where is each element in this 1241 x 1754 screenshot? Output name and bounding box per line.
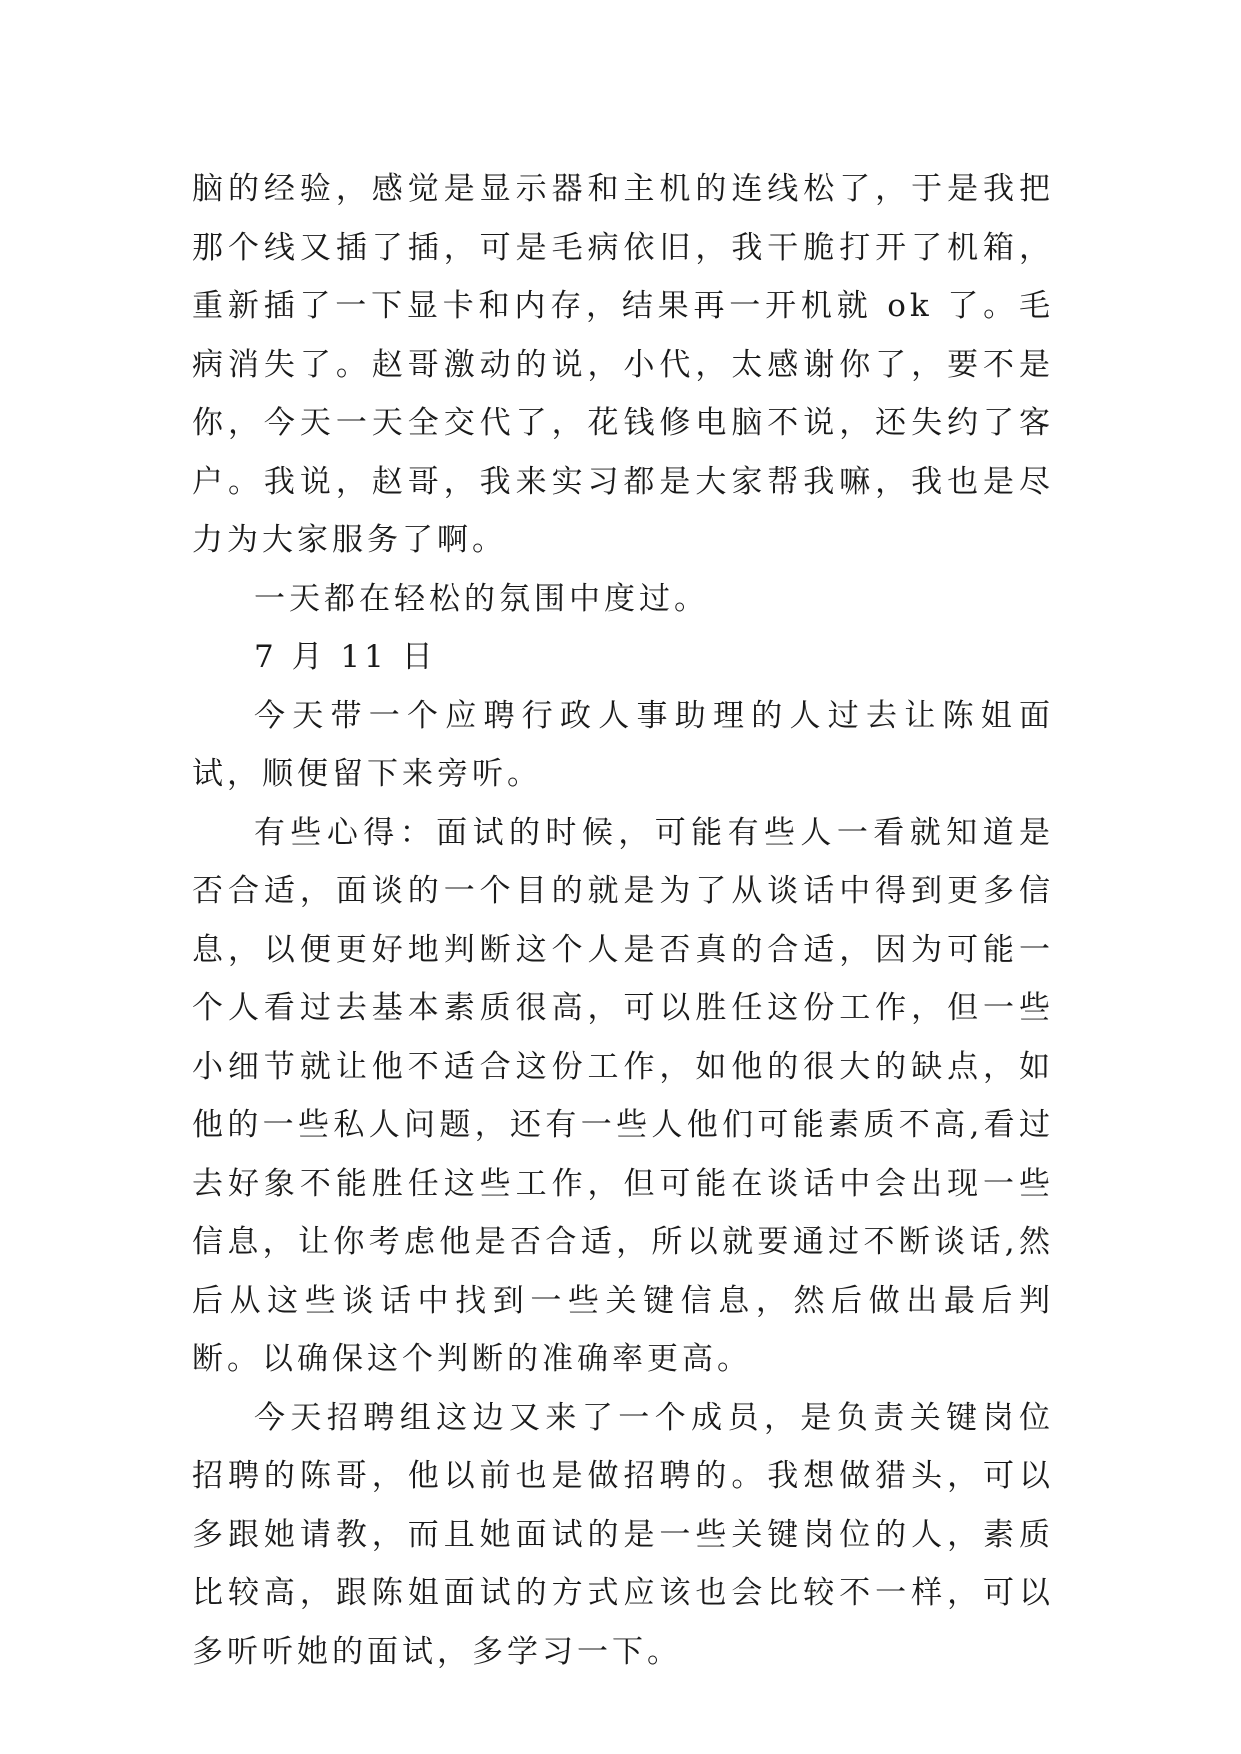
paragraph-relaxed-day: 一天都在轻松的氛围中度过。 <box>254 580 709 617</box>
paragraph-new-member: 今天招聘组这边又来了一个成员，是负责关键岗位招聘的陈哥，他以前也是做招聘的。我想做猎头，可以多跟她请教，而且她面试的是一些关键岗位的人，素质比较高，跟陈姐面试的方式应该也会比较不一样，可以多听听她的面试，多学习一下。 <box>192 1399 1054 1670</box>
document-body <box>192 160 1054 1681</box>
paragraph-continued: 脑的经验，感觉是显示器和主机的连线松了，于是我把那个线又插了插，可是毛病依旧，我干脆打开了机箱，重新插了一下显卡和内存，结果再一开机就 ok 了。毛病消失了。赵哥激动的说，小代，太感谢你了，要不是你，今天一天全交代了，花钱修电脑不说，还失约了客户。我说，赵哥，我来实习都是大家帮我嘛，我也是尽力为大家服务了啊。 <box>192 171 1054 558</box>
date-heading: 7 月 11 日 <box>254 639 437 675</box>
paragraph-interview: 今天带一个应聘行政人事助理的人过去让陈姐面试，顺便留下来旁听。 <box>192 697 1054 792</box>
paragraph-insights: 有些心得：面试的时候，可能有些人一看就知道是否合适，面谈的一个目的就是为了从谈话中得到更多信息，以便更好地判断这个人是否真的合适，因为可能一个人看过去基本素质很高，可以胜任这份工作，但一些小细节就让他不适合这份工作，如他的很大的缺点，如他的一些私人问题，还有一些人他们可能素质不高,看过去好象不能胜任这些工作，但可能在谈话中会出现一些信息，让你考虑他是否合适，所以就要通过不断谈话,然后从这些谈话中找到一些关键信息，然后做出最后判断。以确保这个判断的准确率更高。 <box>192 814 1054 1377</box>
